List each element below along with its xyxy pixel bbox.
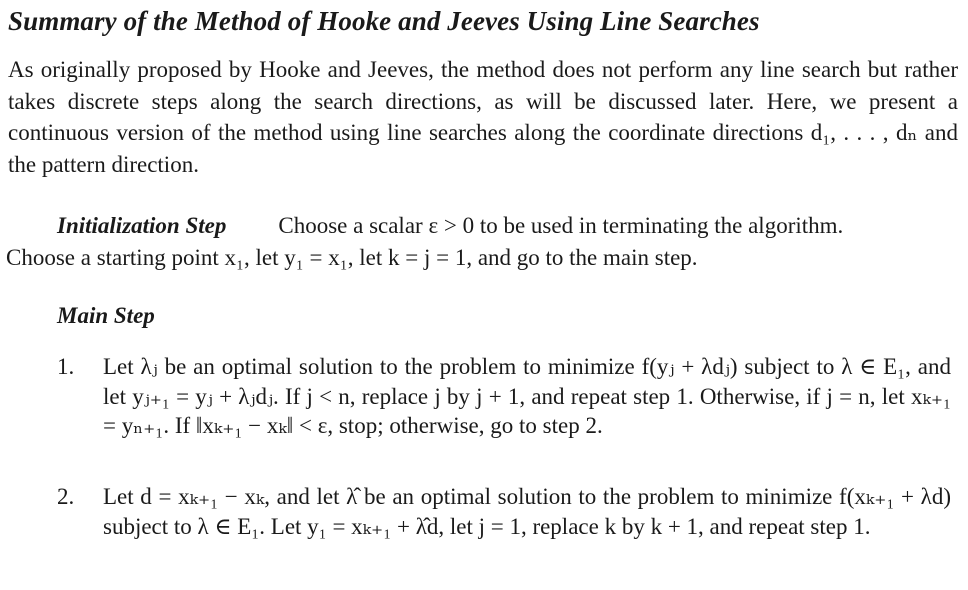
initialization-line-1: [57, 210, 843, 241]
intro-paragraph: As originally proposed by Hooke and Jeeves, the method does not perform any line search but rather takes discrete steps along the search directions, as will be discussed later. Here, we present a continuous version of the method using line searches along the coordinate directions d₁, . . . , dₙ and the pattern direction.: [8, 57, 958, 177]
step-number: 1.: [57, 354, 75, 379]
step-number: 2.: [57, 484, 75, 509]
main-step-label: Main Step: [57, 303, 155, 328]
step-text: Let d = xₖ₊₁ − xₖ, and let λ̂ be an optimal solution to the problem to minimize f(xₖ₊₁ + λd) subject to λ ∈ E₁. Let y₁ = xₖ₊₁ + λ̂d, let j = 1, replace k by k + 1, and repeat step 1.: [103, 484, 951, 539]
step-text: Let λⱼ be an optimal solution to the problem to minimize f(yⱼ + λdⱼ) subject to λ ∈ E₁, and let yⱼ₊₁ = yⱼ + λⱼdⱼ. If j < n, replace j by j + 1, and repeat step 1. Otherwise, if j = n, let xₖ₊₁ = yₙ₊₁. If ‖xₖ₊₁ − xₖ‖ < ε, stop; otherwise, go to step 2.: [103, 354, 951, 438]
initialization-label: Initialization Step: [57, 213, 227, 238]
section-title: Summary of the Method of Hooke and Jeeves Using Line Searches: [8, 6, 760, 36]
initialization-line-2: Choose a starting point x₁, let y₁ = x₁, let k = j = 1, and go to the main step.: [6, 245, 698, 270]
initialization-text-1: Choose a scalar ε > 0 to be used in terminating the algorithm.: [278, 213, 844, 238]
